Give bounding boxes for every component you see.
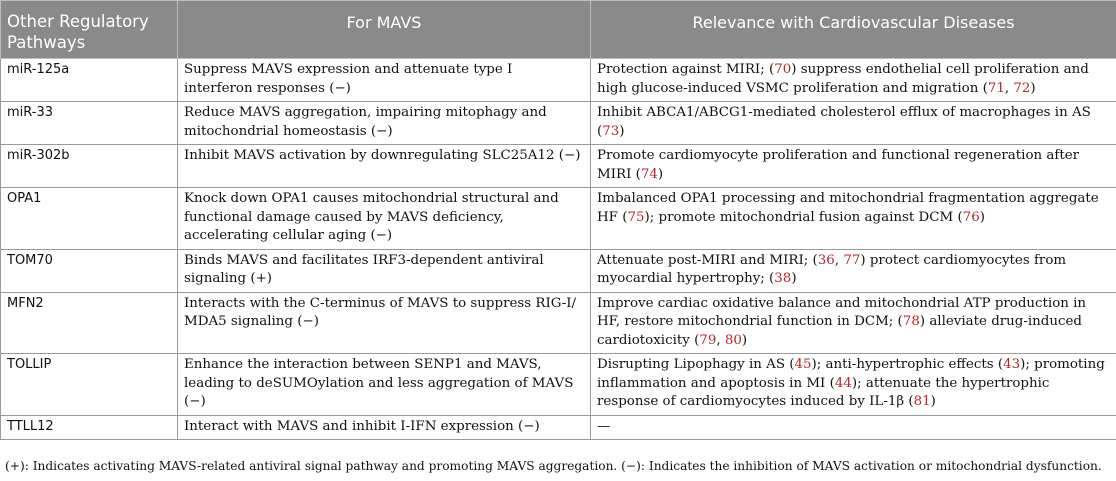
mavs-cell: Interacts with the C-terminus of MAVS to suppress RIG-I/ MDA5 signaling (−) bbox=[178, 292, 591, 354]
reference-citation: 43 bbox=[1003, 357, 1021, 372]
pathway-cell: miR-302b bbox=[1, 145, 178, 188]
relevance-text: — bbox=[597, 418, 611, 434]
reference-citation: 71 bbox=[987, 80, 1005, 96]
relevance-text: , bbox=[1004, 80, 1014, 96]
pathway-cell: OPA1 bbox=[1, 188, 178, 250]
pathway-cell: TOLLIP bbox=[1, 354, 178, 416]
table-header-row bbox=[1, 1, 1116, 59]
relevance-cell bbox=[591, 354, 1116, 416]
table-row bbox=[1, 292, 1116, 354]
relevance-text: Imbalanced OPA1 processing and mitochondrial fragmentation aggregate HF ( bbox=[597, 191, 1099, 225]
relevance-text: ) bbox=[619, 123, 625, 139]
reference-citation: 72 bbox=[1013, 80, 1031, 96]
mavs-cell: Suppress MAVS expression and attenuate type I interferon responses (−) bbox=[178, 59, 591, 102]
mavs-cell: Interact with MAVS and inhibit I-IFN expression (−) bbox=[178, 415, 591, 440]
table-row bbox=[1, 145, 1116, 188]
pathway-cell: MFN2 bbox=[1, 292, 178, 354]
relevance-text: ); anti-hypertrophic effects ( bbox=[811, 357, 1004, 372]
reference-citation: 76 bbox=[962, 209, 980, 225]
relevance-text: ) bbox=[930, 394, 936, 409]
relevance-cell bbox=[591, 102, 1116, 145]
relevance-cell bbox=[591, 249, 1116, 292]
reference-citation: 75 bbox=[627, 209, 645, 225]
relevance-text: ) bbox=[791, 271, 797, 286]
table-row bbox=[1, 249, 1116, 292]
reference-citation: 77 bbox=[843, 252, 861, 268]
relevance-text: ) bbox=[657, 166, 664, 182]
relevance-text: ) bbox=[1030, 80, 1036, 96]
table-row bbox=[1, 354, 1116, 416]
relevance-text: ) suppress endothelial cell proliferation and high glucose-induced VSMC proliferation and migration ( bbox=[597, 62, 1089, 96]
relevance-text: Disrupting Lipophagy in AS ( bbox=[597, 357, 795, 372]
table-row bbox=[1, 188, 1116, 250]
mavs-cell: Knock down OPA1 causes mitochondrial structural and functional damage caused by MAVS deficiency, accelerating cellular aging (−) bbox=[178, 188, 591, 250]
table-footnote: (+): Indicates activating MAVS-related antiviral signal pathway and promoting MAVS aggregation. (−): Indicates the inhibition of MAVS activation or mitochondrial dysfunction. bbox=[5, 459, 1102, 473]
relevance-text: ) protect cardiomyocytes from myocardial hypertrophy; ( bbox=[597, 252, 1067, 286]
table-row bbox=[1, 102, 1116, 145]
pathway-cell: miR-33 bbox=[1, 102, 178, 145]
reference-citation: 45 bbox=[794, 357, 812, 372]
reference-citation: 78 bbox=[902, 314, 920, 329]
header-pathways: Other Regulatory Pathways bbox=[1, 1, 178, 59]
mavs-cell: Enhance the interaction between SENP1 and MAVS, leading to deSUMOylation and less aggregation of MAVS (−) bbox=[178, 354, 591, 416]
reference-citation: 73 bbox=[602, 123, 620, 139]
relevance-text: ); attenuate the hypertrophic response of cardiomyocytes induced by IL-1β ( bbox=[597, 375, 1050, 409]
reference-citation: 70 bbox=[774, 62, 792, 77]
relevance-text: ); promoting inflammation and apoptosis in MI ( bbox=[597, 357, 1105, 391]
reference-citation: 80 bbox=[724, 332, 742, 348]
reference-citation: 81 bbox=[913, 394, 931, 409]
relevance-text: ) alleviate drug-induced cardiotoxicity ( bbox=[597, 314, 1082, 348]
mavs-cell: Binds MAVS and facilitates IRF3-dependent antiviral signaling (+) bbox=[178, 249, 591, 292]
relevance-cell bbox=[591, 59, 1116, 102]
relevance-text: , bbox=[834, 252, 844, 268]
relevance-text: ); promote mitochondrial fusion against DCM ( bbox=[644, 209, 963, 225]
header-for-mavs: For MAVS bbox=[178, 1, 591, 59]
mavs-cell: Inhibit MAVS activation by downregulating SLC25A12 (−) bbox=[178, 145, 591, 188]
header-relevance: Relevance with Cardiovascular Diseases bbox=[591, 1, 1116, 59]
relevance-text: Improve cardiac oxidative balance and mitochondrial ATP production in HF, restore mitochondrial function in DCM; ( bbox=[597, 295, 1087, 329]
relevance-cell bbox=[591, 415, 1116, 440]
relevance-text: Protection against MIRI; ( bbox=[597, 62, 775, 77]
pathway-cell: TOM70 bbox=[1, 249, 178, 292]
pathway-cell: miR-125a bbox=[1, 59, 178, 102]
reference-citation: 79 bbox=[699, 332, 717, 348]
pathway-cell: TTLL12 bbox=[1, 415, 178, 440]
relevance-text: Inhibit ABCA1/ABCG1-mediated cholesterol efflux of macrophages in AS ( bbox=[597, 105, 1091, 139]
relevance-text: ) bbox=[979, 209, 985, 225]
reference-citation: 36 bbox=[817, 252, 835, 268]
relevance-text: Attenuate post-MIRI and MIRI; ( bbox=[597, 252, 818, 268]
table-row bbox=[1, 415, 1116, 440]
relevance-cell bbox=[591, 292, 1116, 354]
mavs-cell: Reduce MAVS aggregation, impairing mitophagy and mitochondrial homeostasis (−) bbox=[178, 102, 591, 145]
relevance-text: , bbox=[716, 332, 725, 348]
relevance-cell bbox=[591, 145, 1116, 188]
reference-citation: 38 bbox=[774, 271, 792, 286]
reference-citation: 44 bbox=[834, 375, 852, 391]
relevance-text: ) bbox=[741, 332, 748, 348]
relevance-cell bbox=[591, 188, 1116, 250]
reference-citation: 74 bbox=[640, 166, 658, 182]
relevance-text: Promote cardiomyocyte proliferation and functional regeneration after MIRI ( bbox=[597, 148, 1080, 182]
table-row bbox=[1, 59, 1116, 102]
